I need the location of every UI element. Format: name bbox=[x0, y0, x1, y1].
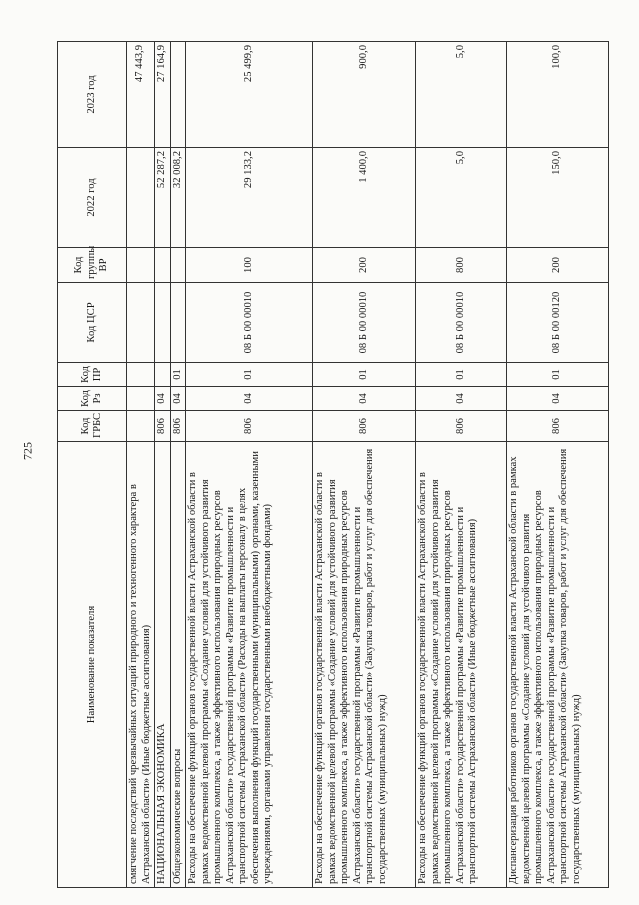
row-2022: 5,0 bbox=[416, 148, 507, 248]
row-name: Диспансеризация работников органов государственной власти Астраханской области в рамках ведомственной целевой программы «Создание условий для устойчивого развития промышленного комплекса, а также эффективного использования природных ресурсов Астраханской области» государственной программы «Развитие промышленности и транспортной системы Астраханской области» (Закупка товаров, работ и услуг для обеспечения государственных (муниципальных) нужд) bbox=[507, 442, 609, 888]
row-pr: 01 bbox=[170, 363, 186, 387]
row-vr bbox=[170, 248, 186, 283]
table-row bbox=[507, 42, 609, 888]
table-row bbox=[313, 42, 416, 888]
row-2023: 25 499,9 bbox=[186, 42, 313, 148]
row-2023 bbox=[170, 42, 186, 148]
header-2023: 2023 год bbox=[58, 42, 127, 148]
header-vr: Код группы ВР bbox=[58, 248, 127, 283]
row-csr: 08 Б 00 00010 bbox=[313, 283, 416, 363]
row-2022: 1 400,0 bbox=[313, 148, 416, 248]
table-row bbox=[155, 42, 171, 888]
row-2023: 900,0 bbox=[313, 42, 416, 148]
table-row bbox=[186, 42, 313, 888]
row-rz: 04 bbox=[313, 387, 416, 411]
row-grbs: 806 bbox=[170, 411, 186, 442]
row-grbs bbox=[127, 411, 155, 442]
row-name: Расходы на обеспечение функций органов государственной власти Астраханской области в рамках ведомственной целевой программы «Создание условий для устойчивого развития промышленного комплекса, а также эффективного использования природных ресурсов Астраханской области» государственной программы «Развитие промышленности и транспортной системы Астраханской области» (Иные бюджетные ассигнования) bbox=[416, 442, 507, 888]
rotated-table-wrapper bbox=[57, 42, 597, 888]
row-rz: 04 bbox=[170, 387, 186, 411]
header-name: Наименование показателя bbox=[58, 442, 127, 888]
row-name: Расходы на обеспечение функций органов государственной власти Астраханской области в рамках ведомственной целевой программы «Создание условий для устойчивого развития промышленного комплекса, а также эффективного использования природных ресурсов Астраханской области» государственной программы «Развитие промышленности и транспортной системы Астраханской области» (Расходы на выплаты персоналу в целях обеспечения выполнения функций государственными (муниципальными) органами, казенными учреждениями, органами управления государственными внебюджетными фондами) bbox=[186, 442, 313, 888]
row-grbs: 806 bbox=[155, 411, 171, 442]
budget-table bbox=[57, 41, 609, 888]
row-vr: 100 bbox=[186, 248, 313, 283]
row-2022: 29 133,2 bbox=[186, 148, 313, 248]
header-pr: Код ПР bbox=[58, 363, 127, 387]
header-csr: Код ЦСР bbox=[58, 283, 127, 363]
row-csr bbox=[155, 283, 171, 363]
table-row bbox=[127, 42, 155, 888]
row-pr: 01 bbox=[507, 363, 609, 387]
row-csr bbox=[170, 283, 186, 363]
row-2023: 27 164,9 bbox=[155, 42, 171, 148]
row-2022: 150,0 bbox=[507, 148, 609, 248]
row-csr: 08 Б 00 00120 bbox=[507, 283, 609, 363]
row-grbs: 806 bbox=[186, 411, 313, 442]
row-2022: 32 008,2 bbox=[170, 148, 186, 248]
row-pr: 01 bbox=[416, 363, 507, 387]
row-2023: 47 443,9 bbox=[127, 42, 155, 148]
row-grbs: 806 bbox=[507, 411, 609, 442]
row-name: Расходы на обеспечение функций органов государственной власти Астраханской области в рамках ведомственной целевой программы «Создание условий для устойчивого развития промышленного комплекса, а также эффективного использования природных ресурсов Астраханской области» государственной программы «Развитие промышленности и транспортной системы Астраханской области» (Закупка товаров, работ и услуг для обеспечения государственных (муниципальных) нужд) bbox=[313, 442, 416, 888]
row-pr bbox=[155, 363, 171, 387]
row-csr bbox=[127, 283, 155, 363]
row-grbs: 806 bbox=[416, 411, 507, 442]
table-row bbox=[170, 42, 186, 888]
row-pr: 01 bbox=[186, 363, 313, 387]
row-rz: 04 bbox=[507, 387, 609, 411]
table-header-row bbox=[58, 42, 127, 888]
header-grbs: Код ГРБС bbox=[58, 411, 127, 442]
row-name: смягчение последствий чрезвычайных ситуаций природного и техногенного характера в Астраханской области» (Иные бюджетные ассигнования) bbox=[127, 442, 155, 888]
row-2022: 52 287,2 bbox=[155, 148, 171, 248]
page-number: 725 bbox=[20, 442, 35, 460]
row-csr: 08 Б 00 00010 bbox=[416, 283, 507, 363]
row-vr: 200 bbox=[313, 248, 416, 283]
row-csr: 08 Б 00 00010 bbox=[186, 283, 313, 363]
row-rz: 04 bbox=[155, 387, 171, 411]
header-rz: Код Рз bbox=[58, 387, 127, 411]
row-vr bbox=[127, 248, 155, 283]
row-rz: 04 bbox=[416, 387, 507, 411]
row-2022 bbox=[127, 148, 155, 248]
row-vr: 200 bbox=[507, 248, 609, 283]
row-name: НАЦИОНАЛЬНАЯ ЭКОНОМИКА bbox=[155, 442, 171, 888]
row-vr: 800 bbox=[416, 248, 507, 283]
row-name: Общеэкономические вопросы bbox=[170, 442, 186, 888]
row-grbs: 806 bbox=[313, 411, 416, 442]
table-row bbox=[416, 42, 507, 888]
row-2023: 100,0 bbox=[507, 42, 609, 148]
row-rz bbox=[127, 387, 155, 411]
row-vr bbox=[155, 248, 171, 283]
header-2022: 2022 год bbox=[58, 148, 127, 248]
row-rz: 04 bbox=[186, 387, 313, 411]
row-2023: 5,0 bbox=[416, 42, 507, 148]
row-pr bbox=[127, 363, 155, 387]
row-pr: 01 bbox=[313, 363, 416, 387]
